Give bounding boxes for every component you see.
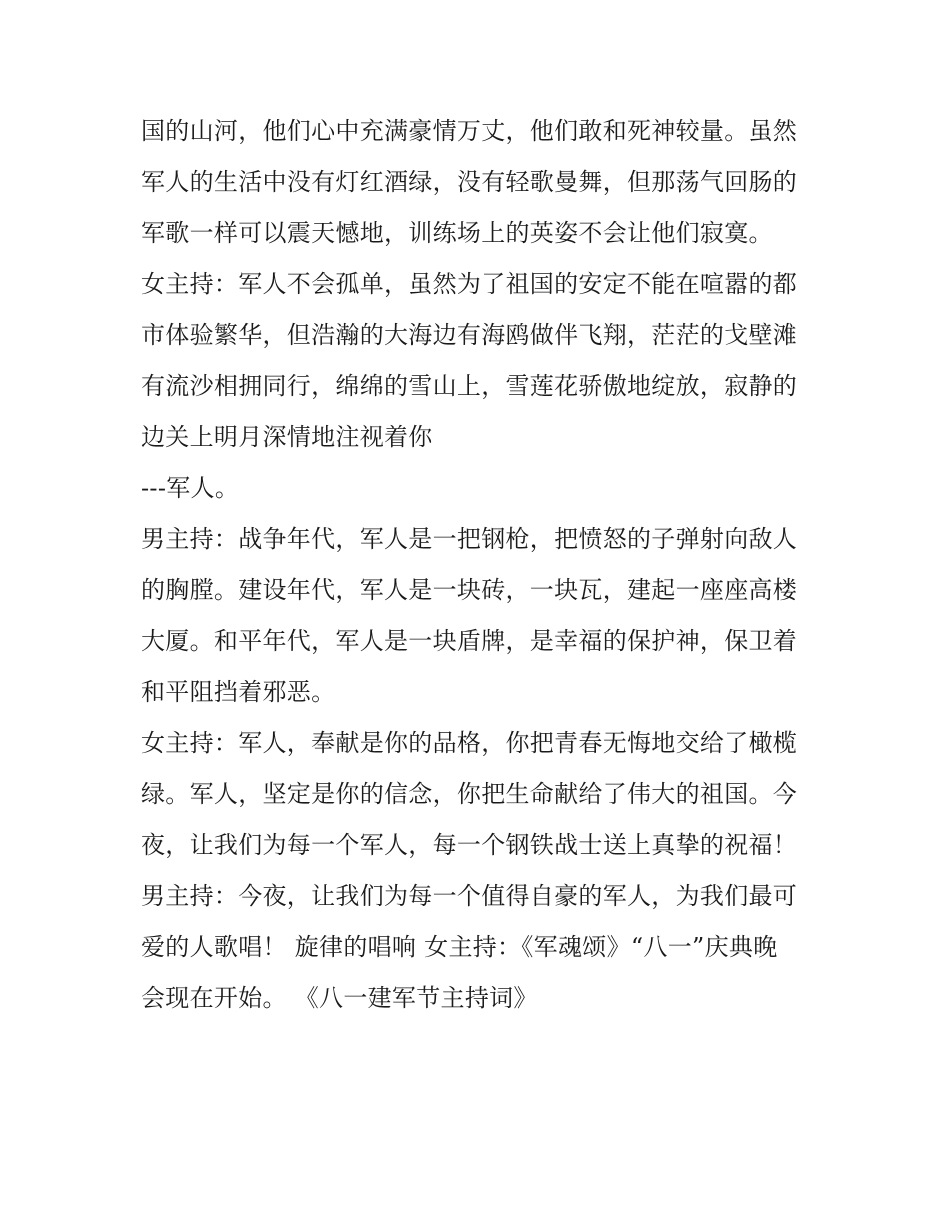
text-line: 女主持：军人，奉献是你的品格，你把青春无悔地交给了橄榄 (141, 729, 798, 757)
text-line: 男主持：今夜，让我们为每一个值得自豪的军人，为我们最可 (141, 882, 798, 910)
text-line: 大厦。和平年代，军人是一块盾牌，是幸福的保护神，保卫着 (141, 627, 798, 655)
text-line: 军歌一样可以震天憾地，训练场上的英姿不会让他们寂寞。 (141, 219, 773, 247)
text-line: 夜，让我们为每一个军人，每一个钢铁战士送上真挚的祝福！ (141, 831, 798, 859)
text-line: 男主持：战争年代，军人是一把钢枪，把愤怒的子弹射向敌人 (141, 525, 798, 553)
text-line: ---军人。 (141, 474, 240, 502)
text-line: 会现在开始。 《八一建军节主持词》 (141, 984, 538, 1012)
text-line: 有流沙相拥同行，绵绵的雪山上，雪莲花骄傲地绽放，寂静的 (141, 372, 798, 400)
text-line: 军人的生活中没有灯红酒绿，没有轻歌曼舞，但那荡气回肠的 (141, 168, 798, 196)
text-line: 绿。军人，坚定是你的信念，你把生命献给了伟大的祖国。今 (141, 780, 798, 808)
text-line: 市体验繁华，但浩瀚的大海边有海鸥做伴飞翔，茫茫的戈壁滩 (141, 321, 798, 349)
text-line: 国的山河，他们心中充满豪情万丈，他们敢和死神较量。虽然 (141, 117, 798, 145)
text-line: 爱的人歌唱！ 旋律的唱响 女主持：《军魂颂》“八一”庆典晚 (141, 933, 778, 961)
text-line: 边关上明月深情地注视着你 (141, 423, 433, 451)
document-body (141, 106, 821, 1024)
text-line: 和平阻挡着邪恶。 (141, 678, 336, 706)
text-line: 女主持：军人不会孤单，虽然为了祖国的安定不能在喧嚣的都 (141, 270, 798, 298)
text-line: 的胸膛。建设年代，军人是一块砖，一块瓦，建起一座座高楼 (141, 576, 798, 604)
